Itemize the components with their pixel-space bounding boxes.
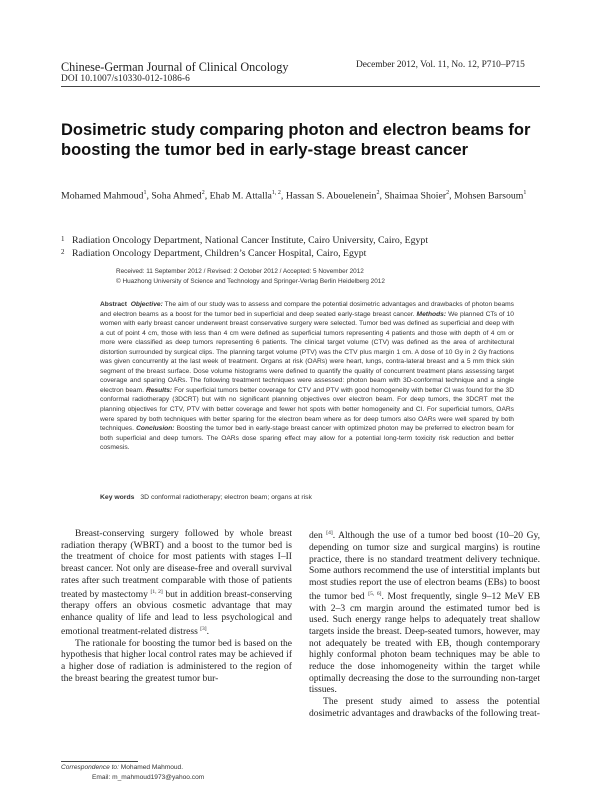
doi: DOI 10.1007/s10330-012-1086-6	[61, 74, 190, 84]
conclusion-heading: Conclusion:	[136, 425, 175, 433]
body-paragraph: The present study aimed to assess the potential dosimetric advantages and drawbacks of the following treat-	[309, 696, 540, 719]
affiliation-text: Radiation Oncology Department, Children’s Cancer Hospital, Cairo, Egypt	[72, 248, 367, 259]
objective-heading: Objective:	[130, 301, 163, 308]
affiliation-number: 1	[61, 235, 65, 243]
received-dates: Received: 11 September 2012 / Revised: 2 October 2012 / Accepted: 5 November 2012	[116, 268, 364, 275]
keywords	[100, 494, 514, 501]
correspondence-name: Mohamed Mahmoud.	[118, 764, 184, 771]
issue-info: December 2012, Vol. 11, No. 12, P710–P715	[356, 60, 525, 70]
results-heading: Results:	[145, 386, 173, 394]
affiliation-2	[61, 248, 541, 259]
keywords-label: Key words	[100, 494, 135, 501]
body-column-left	[61, 528, 292, 684]
affiliation-1	[61, 235, 541, 246]
methods-heading: Methods:	[416, 310, 447, 318]
affiliation-text: Radiation Oncology Department, National Cancer Institute, Cairo University, Cairo, Egypt	[72, 235, 429, 246]
correspondence-email: Email: m_mahmoud1973@yahoo.com	[92, 774, 205, 781]
keywords-text: 3D conformal radiotherapy; electron beam; organs at risk	[140, 494, 312, 501]
paper-title: Dosimetric study comparing photon and electron beams for boosting the tumor bed in early-stage breast cancer	[61, 121, 531, 159]
body-column-right	[309, 528, 540, 720]
header-rule	[61, 86, 540, 87]
affiliation-number: 2	[61, 248, 65, 256]
body-paragraph: Breast-conserving surgery followed by whole breast radiation therapy (WBRT) and a boost to the tumor bed is the treatment of choice for most patients with stages I–II breast cancer. Not only are disease-free and overall survival rates after such treatment comparable with those of patients treated by mastectomy [1, 2] but in addition breast-conserving therapy offers an obvious cosmetic advantage that may enhance quality of life and lead to less psychological and emotional treatment-related distress [3].	[61, 528, 292, 637]
conclusion-text: Boosting the tumor bed in early-stage breast cancer with optimized photon may be preferred to electron beam for both superficial and deep tumors. The OARs dose sparing effect may allow for a potential long-term toxicity risk reduction and better cosmesis.	[100, 425, 515, 452]
abstract-label: Abstract	[100, 301, 127, 308]
body-paragraph: The rationale for boosting the tumor bed is based on the hypothesis that higher local control rates may be achieved if a higher dose of radiation is administered to the region of the breast bearing the greatest tumor bur-	[61, 637, 292, 684]
footnote-rule	[61, 761, 138, 762]
journal-name: Chinese-German Journal of Clinical Oncology	[61, 60, 289, 74]
author-list: Mohamed Mahmoud$^1$, Soha Ahmed$^2$, Ehab M. Attalla$^{1, 2}$, Hassan S. Abouelenein$^2$, Shaimaa Shoier$^2$, Mohsen Barsoum$^1$	[61, 190, 527, 202]
objective-text: The aim of our study was to assess and compare the potential dosimetric advantages and drawbacks of photon beams and electron beams as a boost for the tumor bed in superficial and deep seated early-stage breast cancer.	[100, 301, 514, 318]
copyright-line: © Huazhong University of Science and Technology and Springer-Verlag Berlin Heidelberg 2012	[116, 278, 385, 285]
body-paragraph: den [4]. Although the use of a tumor bed boost (10–20 Gy, depending on tumor size and surgical margins) is routine practice, there is no standard treatment delivery technique. Some authors recommend the use of interstitial implants but most studies report the use of electron beams (EBs) to boost the tumor bed [5, 6]. Most frequently, single 9–12 MeV EB with 2–3 cm margin around the estimated tumor bed is used. Such energy range helps to adequately treat shallow targets inside the breast. Deep-seated tumors, however, may not adequately be treated with EB, though contemporary highly conformal photon beam techniques may be able to reduce the dose inhomogeneity within the target while optimally decreasing the dose to the surrounding non-target tissues.	[309, 530, 540, 696]
correspondence-label: Correspondence to:	[61, 764, 119, 771]
methods-text: We planned CTs of 10 women with early breast cancer underwent breast conservative surgery were selected. Tumor bed was defined as superficial and deep with a cut of point 4 cm, those with less than 4 cm were defined as superficial tumors representing 4 patients and those with depth of 4 cm or more were classified as deep tumors representing 6 patients. The clinical target volume (CTV) was defined as the area of architectural distortion surrounded by surgical clips. The planning target volume (PTV) was the CTV plus margin 1 cm. A dose of 10 Gy in 2 Gy fractions was given concurrently at the last week of treatment. Organs at risk (OARs) were heart, lungs, contra-lateral breast and a 5 mm thick skin segment of the breast surface. Dose volume histograms were defined to quantify the quality of concurrent treatment plans assessing target coverage and sparing OARs. The following treatment techniques were assessed: photon beam with 3D-conformal technique and a single electron beam.	[100, 310, 514, 394]
results-text: For superficial tumors better coverage for CTV and PTV with good homogeneity with better CI was found for the 3D conformal radiotherapy (3DCRT) but with no significant planning objectives over electron beam. For deep tumors, the 3DCRT met the planning objectives for CTV, PTV with better coverage and fewer hot spots with better homogeneity and CI. For superficial tumors, OARs were spared by both techniques with better sparing for the electron beam where as for deep tumors also OARs were well spared by both techniques.	[100, 386, 514, 433]
abstract	[100, 300, 514, 453]
correspondence-note	[61, 764, 183, 771]
